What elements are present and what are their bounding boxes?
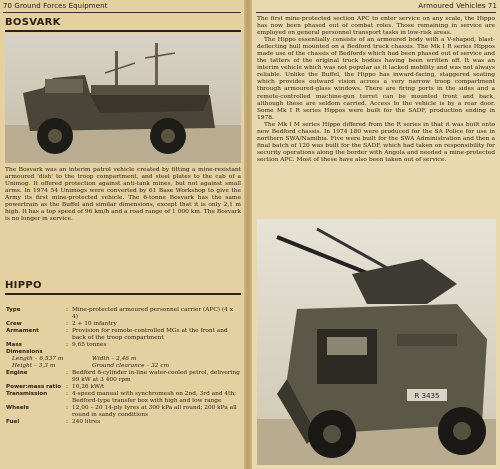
book-gutter xyxy=(244,0,252,469)
spec-value: 10,26 kW/t xyxy=(72,384,105,390)
article-paragraph-1: The first mine-protected section APC to enter service on any scale, the Hippo has now been phased out of combat roles. Those remaining in service are employed on general personnel transport tasks in low-risk areas. xyxy=(257,16,495,37)
hippo-spec-table xyxy=(6,307,240,426)
spec-value: 4-speed manual with synchromesh on 2nd, 3rd and 4th; Bedford-type transfer box with high and low range xyxy=(72,391,237,404)
hippo-title: HIPPO xyxy=(5,280,42,291)
spec-value: 9,65 tonnes xyxy=(72,342,107,348)
bosvark-photo xyxy=(5,33,241,163)
dim-width: Width – 2,46 m xyxy=(92,356,137,362)
spec-row-type: Type : Mine-protected armoured personnel carrier (APC) (4 x 4) xyxy=(6,307,240,321)
spec-key: Fuel xyxy=(6,419,20,425)
spec-key: Crew xyxy=(6,321,22,327)
spec-value: Bedford 6-cylinder in-line water-cooled petrol, delivering 99 kW at 3 400 rpm xyxy=(72,370,240,383)
left-running-header: 70 Ground Forces Equipment xyxy=(3,2,108,10)
spec-row-wheels: Wheels : 12,00 – 20 14-ply tyres at 300 kPa all round; 200 kPa all round in sandy conditions xyxy=(6,405,240,419)
spec-row-dimensions xyxy=(6,349,240,356)
spec-row-power-mass: Power:mass ratio : 10,26 kW/t xyxy=(6,384,240,391)
spec-key: Engine xyxy=(6,370,28,376)
hippo-article-text xyxy=(257,16,495,164)
spec-row-crew: Crew : 2 + 10 infantry xyxy=(6,321,240,328)
spec-key: Type xyxy=(6,307,21,313)
left-header-rule xyxy=(3,12,241,13)
spec-key: Power:mass ratio xyxy=(6,384,62,390)
dim-ground-clearance: Ground clearance – 32 cm xyxy=(92,363,170,369)
spec-dims-row-2 xyxy=(6,363,240,370)
bosvark-description: The Bosvark was an interim patrol vehicle created by fitting a mine-resistant armoured 'dish' to the troop compartment, and steel plates to the cab of a Unimog. It offered protection against anti-tank mines, but not against small arms. In 1974 54 Unimogs were converted by 61 Base Workshop to give the Army its first mine-protected vehicle. The 6-tonne Bosvark has the same powertrain as the Buffel and similar dimensions, except that it is only 2,1 m high. It has a top speed of 96 km/h and a road range of 1 000 km. The Bosvark is no longer in service. xyxy=(5,167,241,223)
spec-key: Wheels xyxy=(6,405,29,411)
number-plate-text: R 3435 xyxy=(414,392,440,400)
spec-row-armament: Armament : Provision for remote-controlled MGs at the front and back of the troop compartment xyxy=(6,328,240,342)
spec-row-fuel: Fuel : 240 litres xyxy=(6,419,240,426)
bosvark-title: BOSVARK xyxy=(5,17,61,28)
spec-value: Mine-protected armoured personnel carrier (APC) (4 x 4) xyxy=(72,307,233,320)
article-paragraph-3: The Mk I M series Hippo differed from the R series in that it was built onto new Bedford chassis. In 1974 180 were produced for the SA Police for use in northern SWA/Namibia. Five were built for the SWA Administration and then a final batch of 120 was built for the SADF, which had taken on responsibility for security operations along the border with Angola and needed a mine-protected section APC. Most of these have also been taken out of service. xyxy=(257,121,495,163)
spec-row-engine: Engine : Bedford 6-cylinder in-line water-cooled petrol, delivering 99 kW at 3 400 rpm xyxy=(6,370,240,383)
bosvark-vehicle-image xyxy=(5,33,241,163)
dim-height: Height – 3,3 m xyxy=(12,363,56,369)
spec-row-transmission: Transmission : 4-speed manual with synchromesh on 2nd, 3rd and 4th; Bedford-type transfer box with high and low range xyxy=(6,391,240,405)
hippo-vehicle-image xyxy=(257,219,496,465)
spec-value: Provision for remote-controlled MGs at the front and back of the troop compartment xyxy=(72,328,228,341)
spec-value: 240 litres xyxy=(72,419,101,425)
spec-value: 2 + 10 infantry xyxy=(72,321,117,327)
hippo-title-rule xyxy=(5,293,241,295)
spec-key: Mass xyxy=(6,342,23,348)
spec-dims-row-1 xyxy=(6,356,240,363)
hippo-photo xyxy=(257,219,496,465)
right-header-rule xyxy=(256,12,496,13)
bosvark-title-rule xyxy=(5,30,241,32)
right-running-header: Armoured Vehicles 71 xyxy=(418,2,497,10)
article-paragraph-2: The Hippo essentially consists of an armoured body with a V-shaped, blast-deflecting hull mounted on a Bedford truck chassis. The Mk I R series Hippos made use of the chassis of Bedfords which had been phased out of service and the tatters of the original truck bodies having been written off. It was an interim vehicle which was not popular as it lacked mobility and was not always reliable. Unlike the Buffel, the Hippo has inward-facing, staggered seating which provides outward vision across a very narrow troop compartment through armoured-glass windows. There are firing ports in the sides and a remote-controlled machine-gun turret can be mounted front and back, although these are seldom carried. Access to the vehicle is by a rear door. Some Mk I R series Hippos were built for the SADF, production ending in 1978. xyxy=(257,37,495,121)
spec-row-mass: Mass : 9,65 tonnes xyxy=(6,342,240,349)
spec-key: Armament xyxy=(6,328,39,334)
spec-value: 12,00 – 20 14-ply tyres at 300 kPa all round; 200 kPa all round in sandy conditions xyxy=(72,405,237,418)
dim-length: Length – 6,537 m xyxy=(12,356,64,362)
spec-key: Transmission xyxy=(6,391,48,397)
spec-key: Dimensions xyxy=(6,349,43,355)
